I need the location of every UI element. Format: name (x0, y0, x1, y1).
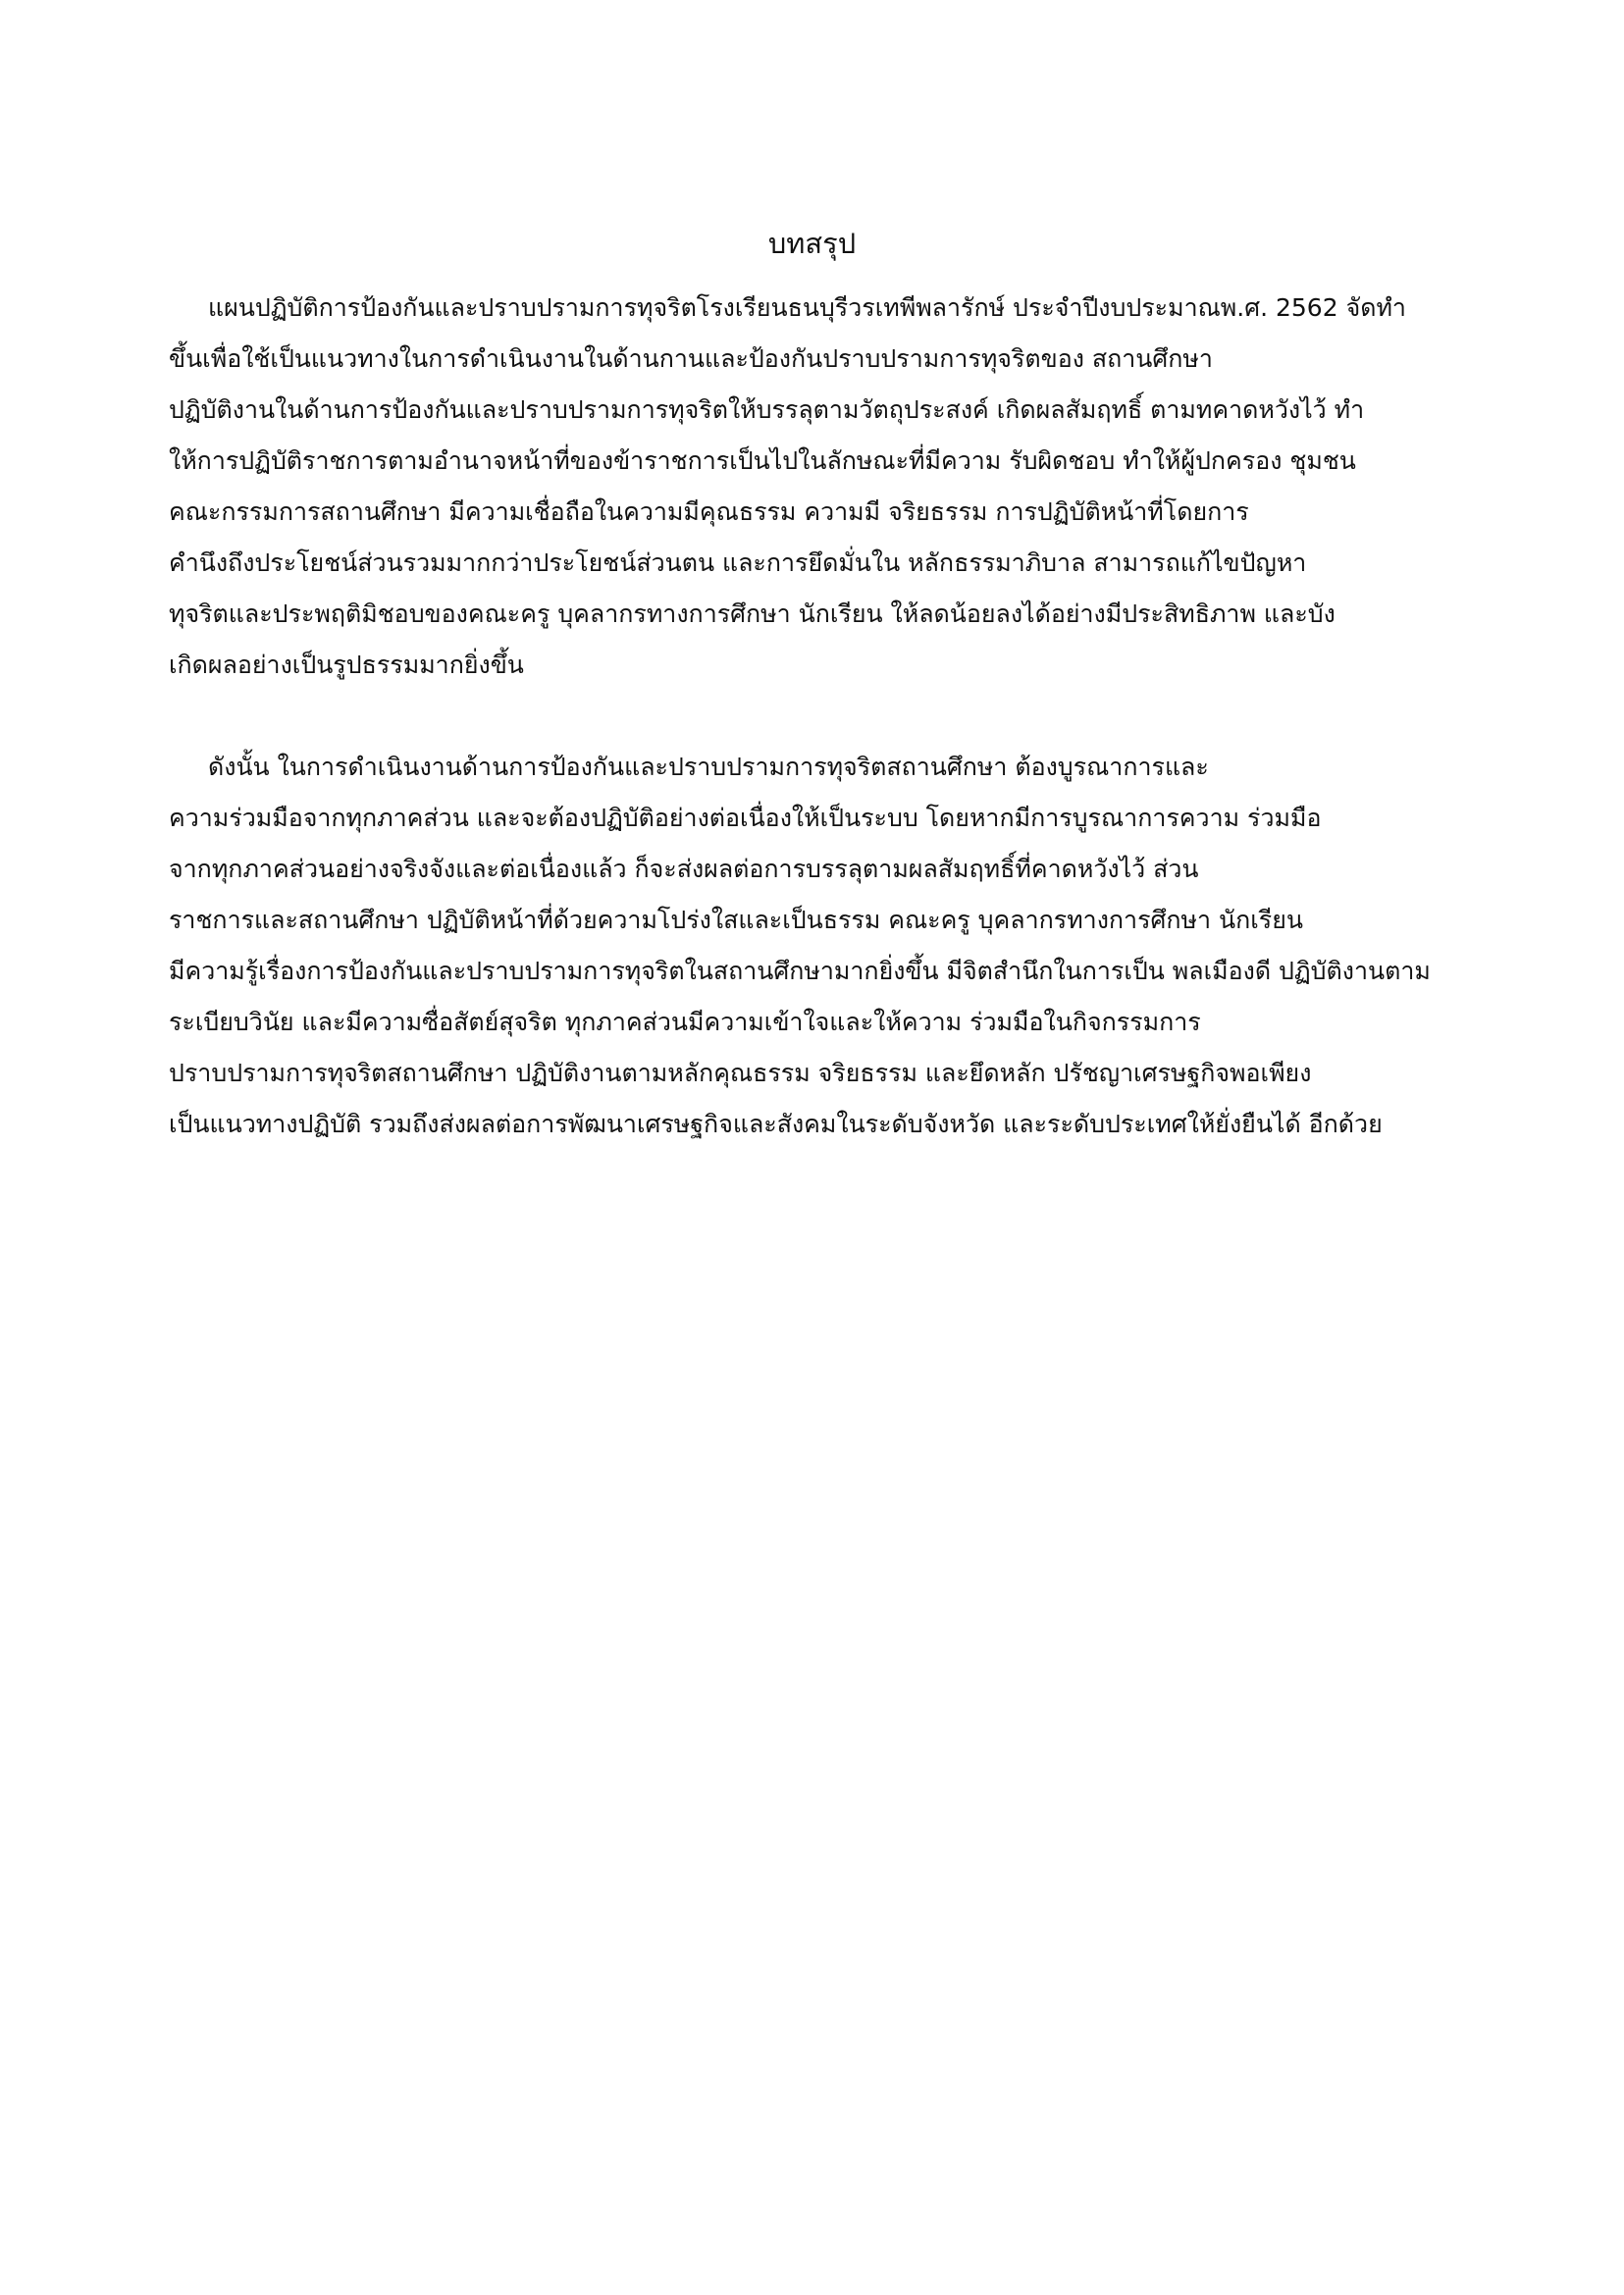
paragraph-line: แผนปฏิบัติการป้องกันและปราบปรามการทุจริตโรงเรียนธนบุรีวรเทพีพลารักษ์ ประจำปีงบประมาณพ.ศ. 2562 จัดทำ (208, 293, 1406, 322)
paragraph-line: ปราบปรามการทุจริตสถานศึกษา ปฏิบัติงานตามหลักคุณธรรม จริยธรรม และยึดหลัก ปรัชญาเศรษฐกิจพอเพียง (169, 1059, 1312, 1087)
paragraph-line: ทุจริตและประพฤติมิชอบของคณะครู บุคลากรทางการศึกษา นักเรียน ให้ลดน้อยลงได้อย่างมีประสิทธิภาพ และบัง (169, 600, 1336, 628)
paragraph-line: คณะกรรมการสถานศึกษา มีความเชื่อถือในความมีคุณธรรม ความมี จริยธรรม การปฏิบัติหน้าที่โดยการ (169, 497, 1249, 526)
document-title: บทสรุป (767, 227, 857, 260)
paragraph-line: จากทุกภาคส่วนอย่างจริงจังและต่อเนื่องแล้ว ก็จะส่งผลต่อการบรรลุตามผลสัมฤทธิ์ที่คาดหวังไว้ ส่วน (169, 855, 1199, 883)
paragraph-line: ปฏิบัติงานในด้านการป้องกันและปราบปรามการทุจริตให้บรรลุตามวัตถุประสงค์ เกิดผลสัมฤทธิ์ ตามทคาดหวังไว้ ทำ (169, 395, 1365, 424)
paragraph-line: ให้การปฏิบัติราชการตามอำนาจหน้าที่ของข้าราชการเป็นไปในลักษณะที่มีความ รับผิดชอบ ทำให้ผู้ปกครอง ชุมชน (169, 446, 1356, 475)
paragraph-line: มีความรู้เรื่องการป้องกันและปราบปรามการทุจริตในสถานศึกษามากยิ่งขึ้น มีจิตสำนึกในการเป็น พลเมืองดี ปฏิบัติงานตาม (169, 957, 1431, 985)
paragraph-line: คำนึงถึงประโยชน์ส่วนรวมมากกว่าประโยชน์ส่วนตน และการยึดมั่นใน หลักธรรมาภิบาล สามารถแก้ไขปัญหา (169, 548, 1307, 577)
paragraph-line: ความร่วมมือจากทุกภาคส่วน และจะต้องปฏิบัติอย่างต่อเนื่องให้เป็นระบบ โดยหากมีการบูรณาการความ ร่วมมือ (169, 804, 1322, 832)
paragraph-line: เป็นแนวทางปฏิบัติ รวมถึงส่งผลต่อการพัฒนาเศรษฐกิจและสังคมในระดับจังหวัด และระดับประเทศให้ยั่งยืนได้ อีกด้วย (169, 1110, 1383, 1138)
paragraph-line: ราชการและสถานศึกษา ปฏิบัติหน้าที่ด้วยความโปร่งใสและเป็นธรรม คณะครู บุคลากรทางการศึกษา นักเรียน (169, 906, 1303, 934)
paragraph-line: ขึ้นเพื่อใช้เป็นแนวทางในการดำเนินงานในด้านกานและป้องกันปราบปรามการทุจริตของ สถานศึกษา (169, 344, 1213, 373)
paragraph-line: ระเบียบวินัย และมีความซื่อสัตย์สุจริต ทุกภาคส่วนมีความเข้าใจและให้ความ ร่วมมือในกิจกรรมการ (169, 1008, 1201, 1036)
paragraph-line: เกิดผลอย่างเป็นรูปธรรมมากยิ่งขึ้น (169, 651, 524, 679)
paragraph-2 (169, 742, 1562, 1150)
paragraph-1 (169, 283, 1562, 691)
paragraph-line: ดังนั้น ในการดำเนินงานด้านการป้องกันและปราบปรามการทุจริตสถานศึกษา ต้องบูรณาการและ (208, 753, 1209, 781)
